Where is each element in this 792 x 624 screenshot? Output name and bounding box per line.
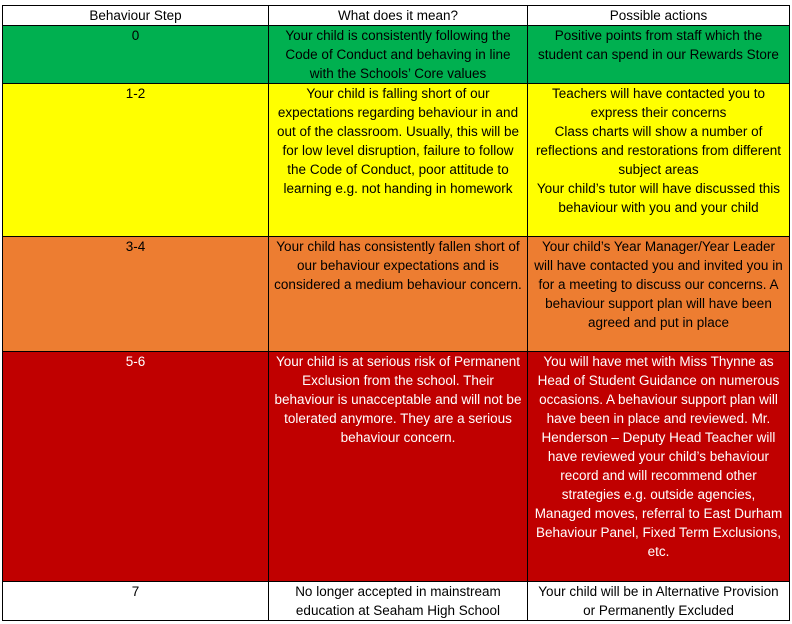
action-text: Your child’s tutor will have discussed this behaviour with you and your child — [536, 181, 781, 215]
actions-cell — [528, 352, 790, 582]
meaning-text: No longer accepted in mainstream education at Seaham High School — [295, 584, 501, 618]
step-cell: 7 — [3, 582, 269, 621]
step-cell: 3-4 — [3, 237, 269, 352]
meaning-cell — [269, 352, 528, 582]
action-text: Teachers will have contacted you to express their concerns — [551, 86, 766, 120]
actions-cell — [528, 84, 790, 237]
actions-cell — [528, 237, 790, 352]
meaning-text: Your child is falling short of our expectations regarding behaviour in and out of the classroom. Usually, this will be for low level disruption, failure to follow the Code of Conduct, poor attitude to learning e.g. not handing in homework — [276, 86, 520, 196]
header-row — [3, 6, 790, 26]
meaning-cell — [269, 582, 528, 621]
meaning-text: Your child is at serious risk of Permanent Exclusion from the school. Their behaviour is unacceptable and will not be tolerated anymore. They are a serious behaviour concern. — [274, 354, 522, 445]
actions-cell — [528, 582, 790, 621]
table-row — [3, 582, 790, 621]
action-text: Your child will be in Alternative Provision or Permanently Excluded — [538, 584, 779, 618]
step-cell: 5-6 — [3, 352, 269, 582]
table-row — [3, 237, 790, 352]
header-meaning: What does it mean? — [269, 6, 528, 26]
meaning-text: Your child is consistently following the Code of Conduct and behaving in line with the Schools’ Core values — [285, 28, 511, 81]
meaning-cell — [269, 237, 528, 352]
step-cell: 0 — [3, 26, 269, 84]
header-behaviour-step: Behaviour Step — [3, 6, 269, 26]
step-cell: 1-2 — [3, 84, 269, 237]
behaviour-steps-table — [2, 5, 790, 621]
meaning-text: Your child has consistently fallen short of our behaviour expectations and is considered a medium behaviour concern. — [274, 239, 522, 292]
table-row — [3, 352, 790, 582]
meaning-cell — [269, 26, 528, 84]
action-text: Class charts will show a number of reflections and restorations from different subject areas — [535, 124, 782, 177]
meaning-cell — [269, 84, 528, 237]
table-row — [3, 26, 790, 84]
actions-cell — [528, 26, 790, 84]
header-possible-actions: Possible actions — [528, 6, 790, 26]
action-text: Positive points from staff which the student can spend in our Rewards Store — [538, 28, 779, 62]
table-row — [3, 84, 790, 237]
action-text: You will have met with Miss Thynne as Head of Student Guidance on numerous occasions. A behaviour support plan will have been in place and reviewed. Mr. Henderson – Deputy Head Teacher will have reviewed your child’s behaviour record and will recommend other strategies e.g. outside agencies, Managed moves, referral to East Durham Behaviour Panel, Fixed Term Exclusions, etc. — [534, 354, 783, 559]
action-text: Your child’s Year Manager/Year Leader will have contacted you and invited you in for a meeting to discuss our concerns. A behaviour support plan will have been agreed and put in place — [534, 239, 783, 330]
